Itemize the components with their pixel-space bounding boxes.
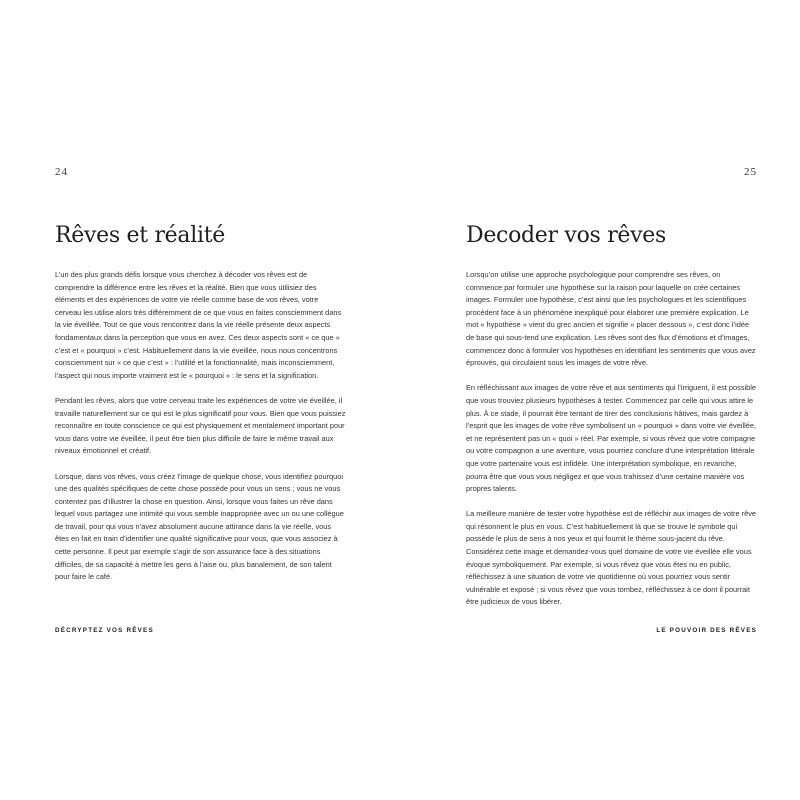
left-paragraph-3: Lorsque, dans vos rêves, vous créez l’image de quelque chose, vous identifiez pourquoi une des qualités spécifiques de cette chose possède pour vous un sens ; vous ne vous contentez pas d’illustrer la chose en question. Ainsi, lorsque vous faites un rêve dans lequel vous partagez une intimité qui vous semble inappropriée avec un ou une collègue de travail, pour qui vous n’avez absolument aucune attirance dans la vie réelle, vous êtes en fait en train d’identifier une qualité significative pour vous, que vous associez à cette personne. Il peut par exemple s’agir de son assurance face à des situations difficiles, de sa capacité à mettre les gens à l’aise ou, plus banalement, de son talent pour faire le café. bbox=[55, 471, 344, 582]
left-page bbox=[55, 0, 346, 800]
left-running-footer: DÉCRYPTEZ VOS RÊVES bbox=[55, 627, 154, 634]
left-page-number: 24 bbox=[55, 166, 68, 178]
right-page bbox=[466, 0, 757, 800]
left-page-body bbox=[55, 269, 346, 596]
right-page-number: 25 bbox=[744, 166, 757, 178]
right-paragraph-3: La meilleure manière de tester votre hypothèse est de réfléchir aux images de votre rêve qui résonnent le plus en vous. C’est habituellement là que se trouve le symbole qui possède le plus de sens à nos yeux et qui fournit le thème sous-jacent du rêve. Considérez cette image et demandez-vous quel domaine de votre vie éveillée elle vous évoque symboliquement. Par exemple, si vous rêvez que vous êtes nu en public, réfléchissez à une situation de votre vie quotidienne où vous pourriez vous sentir vulnérable et exposé ; si vous rêvez que vous tombez, réfléchissez à ce dont il pourrait être judicieux de vous libérer. bbox=[466, 509, 757, 607]
left-paragraph-2: Pendant les rêves, alors que votre cerveau traite les expériences de votre vie éveillée, il travaille naturellement sur ce qui est le plus significatif pour vous. Bien que vous puissiez reconnaître en toute conscience ce qui est physiquement et mentalement important pour vous dans votre vie éveillée, il peut être bien plus difficile de faire le même travail aux niveaux émotionnel et créatif. bbox=[55, 395, 346, 456]
right-page-title: Decoder vos rêves bbox=[466, 223, 666, 248]
right-paragraph-2: En réfléchissant aux images de votre rêve et aux sentiments qui l’irriguent, il est possible que vous trouviez plusieurs hypothèses à tester. Commencez par celle qui vous attire le plus. À ce stade, il pourrait être tentant de tirer des conclusions hâtives, mais gardez à l’esprit que les images de votre rêve symbolisent un « pourquoi » dans votre vie éveillée, et ne représentent pas un « quoi » réel. Par exemple, si vous rêvez que votre compagne ou votre compagnon a une aventure, vous pourriez conclure d’une interprétation littérale que votre partenaire vous est infidèle. Une interprétation symbolique, en revanche, pourra être que vous vous négligez et que vous trahissez d’une certaine manière vos propres talents. bbox=[466, 383, 757, 494]
right-running-footer: LE POUVOIR DES RÊVES bbox=[656, 627, 757, 634]
right-page-body bbox=[466, 269, 757, 622]
right-paragraph-1: Lorsqu’on utilise une approche psychologique pour comprendre ses rêves, on commence par formuler une hypothèse sur la raison pour laquelle on crée certaines images. Formuler une hypothèse, c’est ainsi que les psychologues et les scientifiques procèdent face à un phénomène inexpliqué pour élaborer une première explication. Le mot « hypothèse » vient du grec ancien et signifie « placer dessous », c’est donc l’idée de base qui sous-tend une explication. Les rêves sont des flux d’émotions et d’images, commencez donc à formuler vos hypothèses en identifiant les sentiments que vous avez éprouvés, qui circulaient sous les images de votre rêve. bbox=[466, 270, 756, 368]
left-paragraph-1: L’un des plus grands défis lorsque vous cherchez à décoder vos rêves est de comprendre la différence entre les rêves et la réalité. Bien que vous utilisiez des éléments et des expériences de votre vie réelle comme base de vos rêves, votre cerveau les utilise alors très différemment de ce que vous en faites consciemment dans la vie éveillée. Tout ce que vous rencontrez dans la vie réelle présente deux aspects fondamentaux dans la perception que vous en avez. Ces deux aspects sont « ce que » c’est et « pourquoi » c’est. Habituellement dans la vie éveillée, nous nous concentrons consciemment sur « ce que c’est » : l’utilité et la fonctionnalité, mais inconsciemment, l’aspect qui nous importe vraiment est le « pourquoi » : le sens et la signification. bbox=[55, 270, 342, 380]
left-page-title: Rêves et réalité bbox=[55, 223, 225, 248]
